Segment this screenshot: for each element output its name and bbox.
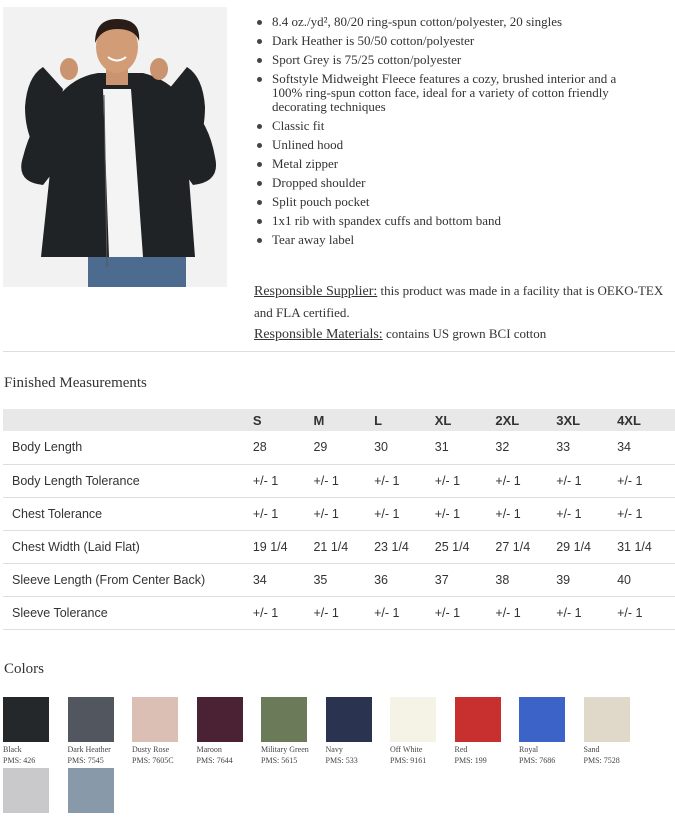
measurement-value: +/- 1 (310, 464, 371, 497)
feature-item: Classic fit (255, 119, 645, 133)
measurement-label: Chest Width (Laid Flat) (3, 530, 250, 563)
swatch-pms: PMS: 7644 (196, 756, 233, 765)
feature-item: 8.4 oz./yd², 80/20 ring-spun cotton/polyester, 20 singles (255, 15, 645, 29)
size-header: 4XL (614, 409, 675, 431)
size-header: L (371, 409, 432, 431)
swatch-color-box[interactable] (132, 697, 178, 742)
table-row (3, 431, 675, 464)
measurement-value: 33 (553, 431, 614, 464)
measurement-label: Body Length (3, 431, 250, 464)
swatch-color-box[interactable] (3, 768, 49, 813)
measurement-value: +/- 1 (553, 464, 614, 497)
feature-item: Tear away label (255, 233, 645, 247)
swatch-pms: PMS: 533 (325, 756, 358, 765)
feature-item: Dark Heather is 50/50 cotton/polyester (255, 34, 645, 48)
measurement-value: +/- 1 (492, 596, 553, 629)
measurement-label: Body Length Tolerance (3, 464, 250, 497)
measurement-value: 19 1/4 (250, 530, 311, 563)
measurement-value: +/- 1 (432, 596, 493, 629)
measurement-value: +/- 1 (310, 497, 371, 530)
table-row (3, 596, 675, 629)
responsible-supplier-label: Responsible Supplier: (254, 284, 378, 299)
table-row (3, 563, 675, 596)
color-swatch[interactable] (390, 697, 436, 766)
swatch-color-box[interactable] (455, 697, 501, 742)
swatch-pms: PMS: 199 (454, 756, 487, 765)
measurement-value: +/- 1 (371, 497, 432, 530)
measurement-value: +/- 1 (371, 596, 432, 629)
feature-item: Softstyle Midweight Fleece features a cozy, brushed interior and a 100% ring-spun cotton face, ideal for a variety of cotton friendly decorating techniques (255, 72, 645, 114)
color-swatch[interactable] (68, 697, 114, 766)
size-header: 2XL (492, 409, 553, 431)
measurement-value: +/- 1 (553, 497, 614, 530)
feature-item: Dropped shoulder (255, 176, 645, 190)
swatch-pms: PMS: 7528 (583, 756, 620, 765)
measurement-value: 35 (310, 563, 371, 596)
measurement-value: 40 (614, 563, 675, 596)
swatch-color-box[interactable] (261, 697, 307, 742)
swatch-color-box[interactable] (519, 697, 565, 742)
measurement-value: +/- 1 (492, 464, 553, 497)
swatch-color-box[interactable] (3, 697, 49, 742)
responsible-supplier-text: this product was made in a facility that is OEKO-TEX and FLA certified. (254, 283, 664, 320)
swatch-name: Dark Heather (67, 745, 111, 754)
table-row (3, 530, 675, 563)
responsible-materials (254, 323, 664, 345)
measurement-value: 30 (371, 431, 432, 464)
measurement-value: 23 1/4 (371, 530, 432, 563)
swatch-name: Navy (325, 745, 343, 754)
swatch-name: Military Green (261, 745, 309, 754)
swatch-color-box[interactable] (390, 697, 436, 742)
header-empty-cell (3, 409, 250, 431)
feature-item: Sport Grey is 75/25 cotton/polyester (255, 53, 645, 67)
measurement-value: +/- 1 (614, 596, 675, 629)
size-header: XL (432, 409, 493, 431)
measurement-value: +/- 1 (492, 497, 553, 530)
responsible-materials-text: contains US grown BCI cotton (382, 326, 547, 341)
measurement-label: Sleeve Length (From Center Back) (3, 563, 250, 596)
measurement-value: 29 1/4 (553, 530, 614, 563)
color-swatch[interactable] (3, 697, 49, 766)
swatch-name: Sand (583, 745, 600, 754)
colors-heading: Colors (4, 661, 45, 677)
color-swatch[interactable] (261, 697, 307, 766)
color-swatch[interactable] (132, 697, 178, 766)
size-header: M (310, 409, 371, 431)
measurement-value: +/- 1 (371, 464, 432, 497)
feature-item: Split pouch pocket (255, 195, 645, 209)
measurement-value: 21 1/4 (310, 530, 371, 563)
table-row (3, 464, 675, 497)
color-swatch[interactable] (455, 697, 501, 766)
measurement-value: +/- 1 (614, 464, 675, 497)
measurement-value: 36 (371, 563, 432, 596)
swatch-color-box[interactable] (326, 697, 372, 742)
measurement-value: 38 (492, 563, 553, 596)
swatch-pms: PMS: 7605C (132, 756, 174, 765)
measurement-value: 25 1/4 (432, 530, 493, 563)
measurement-value: 32 (492, 431, 553, 464)
swatch-pms: PMS: 9161 (390, 756, 427, 765)
feature-list (255, 15, 645, 252)
color-swatch[interactable] (519, 697, 565, 766)
measurement-label: Sleeve Tolerance (3, 596, 250, 629)
measurement-value: +/- 1 (250, 596, 311, 629)
feature-item: 1x1 rib with spandex cuffs and bottom band (255, 214, 645, 228)
swatch-color-box[interactable] (68, 697, 114, 742)
swatch-pms: PMS: 426 (3, 756, 36, 765)
swatch-pms: PMS: 7686 (519, 756, 556, 765)
table-row (3, 497, 675, 530)
swatch-pms: PMS: 7545 (67, 756, 104, 765)
measurement-value: 34 (614, 431, 675, 464)
swatch-pms: PMS: 5615 (261, 756, 298, 765)
size-header: 3XL (553, 409, 614, 431)
swatch-color-box[interactable] (197, 697, 243, 742)
swatch-name: Red (454, 745, 468, 754)
feature-item: Metal zipper (255, 157, 645, 171)
product-photo (3, 7, 227, 287)
swatch-name: Off White (390, 745, 423, 754)
measurements-header-row (3, 409, 675, 431)
feature-item: Unlined hood (255, 138, 645, 152)
measurement-value: 28 (250, 431, 311, 464)
size-header: S (250, 409, 311, 431)
swatch-name: Royal (519, 745, 539, 754)
swatch-name: Black (3, 745, 22, 754)
measurement-value: +/- 1 (553, 596, 614, 629)
section-divider (3, 351, 675, 352)
color-swatch[interactable] (68, 768, 114, 813)
measurement-value: +/- 1 (432, 497, 493, 530)
measurement-value: +/- 1 (250, 497, 311, 530)
color-swatch[interactable] (3, 768, 49, 813)
measurement-value: 27 1/4 (492, 530, 553, 563)
swatch-color-box[interactable] (584, 697, 630, 742)
measurements-heading: Finished Measurements (4, 375, 147, 391)
measurement-value: 39 (553, 563, 614, 596)
color-swatch[interactable] (326, 697, 372, 766)
responsible-supplier (254, 280, 664, 323)
swatch-color-box[interactable] (68, 768, 114, 813)
measurement-label: Chest Tolerance (3, 497, 250, 530)
measurement-value: 31 1/4 (614, 530, 675, 563)
color-swatch[interactable] (584, 697, 630, 766)
measurement-value: 31 (432, 431, 493, 464)
responsible-materials-label: Responsible Materials: (254, 327, 383, 342)
measurements-table (3, 409, 675, 630)
measurement-value: +/- 1 (614, 497, 675, 530)
swatch-name: Maroon (196, 745, 222, 754)
measurement-value: +/- 1 (432, 464, 493, 497)
measurement-value: 34 (250, 563, 311, 596)
measurement-value: 37 (432, 563, 493, 596)
measurement-value: 29 (310, 431, 371, 464)
color-swatch[interactable] (197, 697, 243, 766)
measurement-value: +/- 1 (250, 464, 311, 497)
measurement-value: +/- 1 (310, 596, 371, 629)
responsible-info (254, 280, 664, 345)
swatch-name: Dusty Rose (132, 745, 170, 754)
